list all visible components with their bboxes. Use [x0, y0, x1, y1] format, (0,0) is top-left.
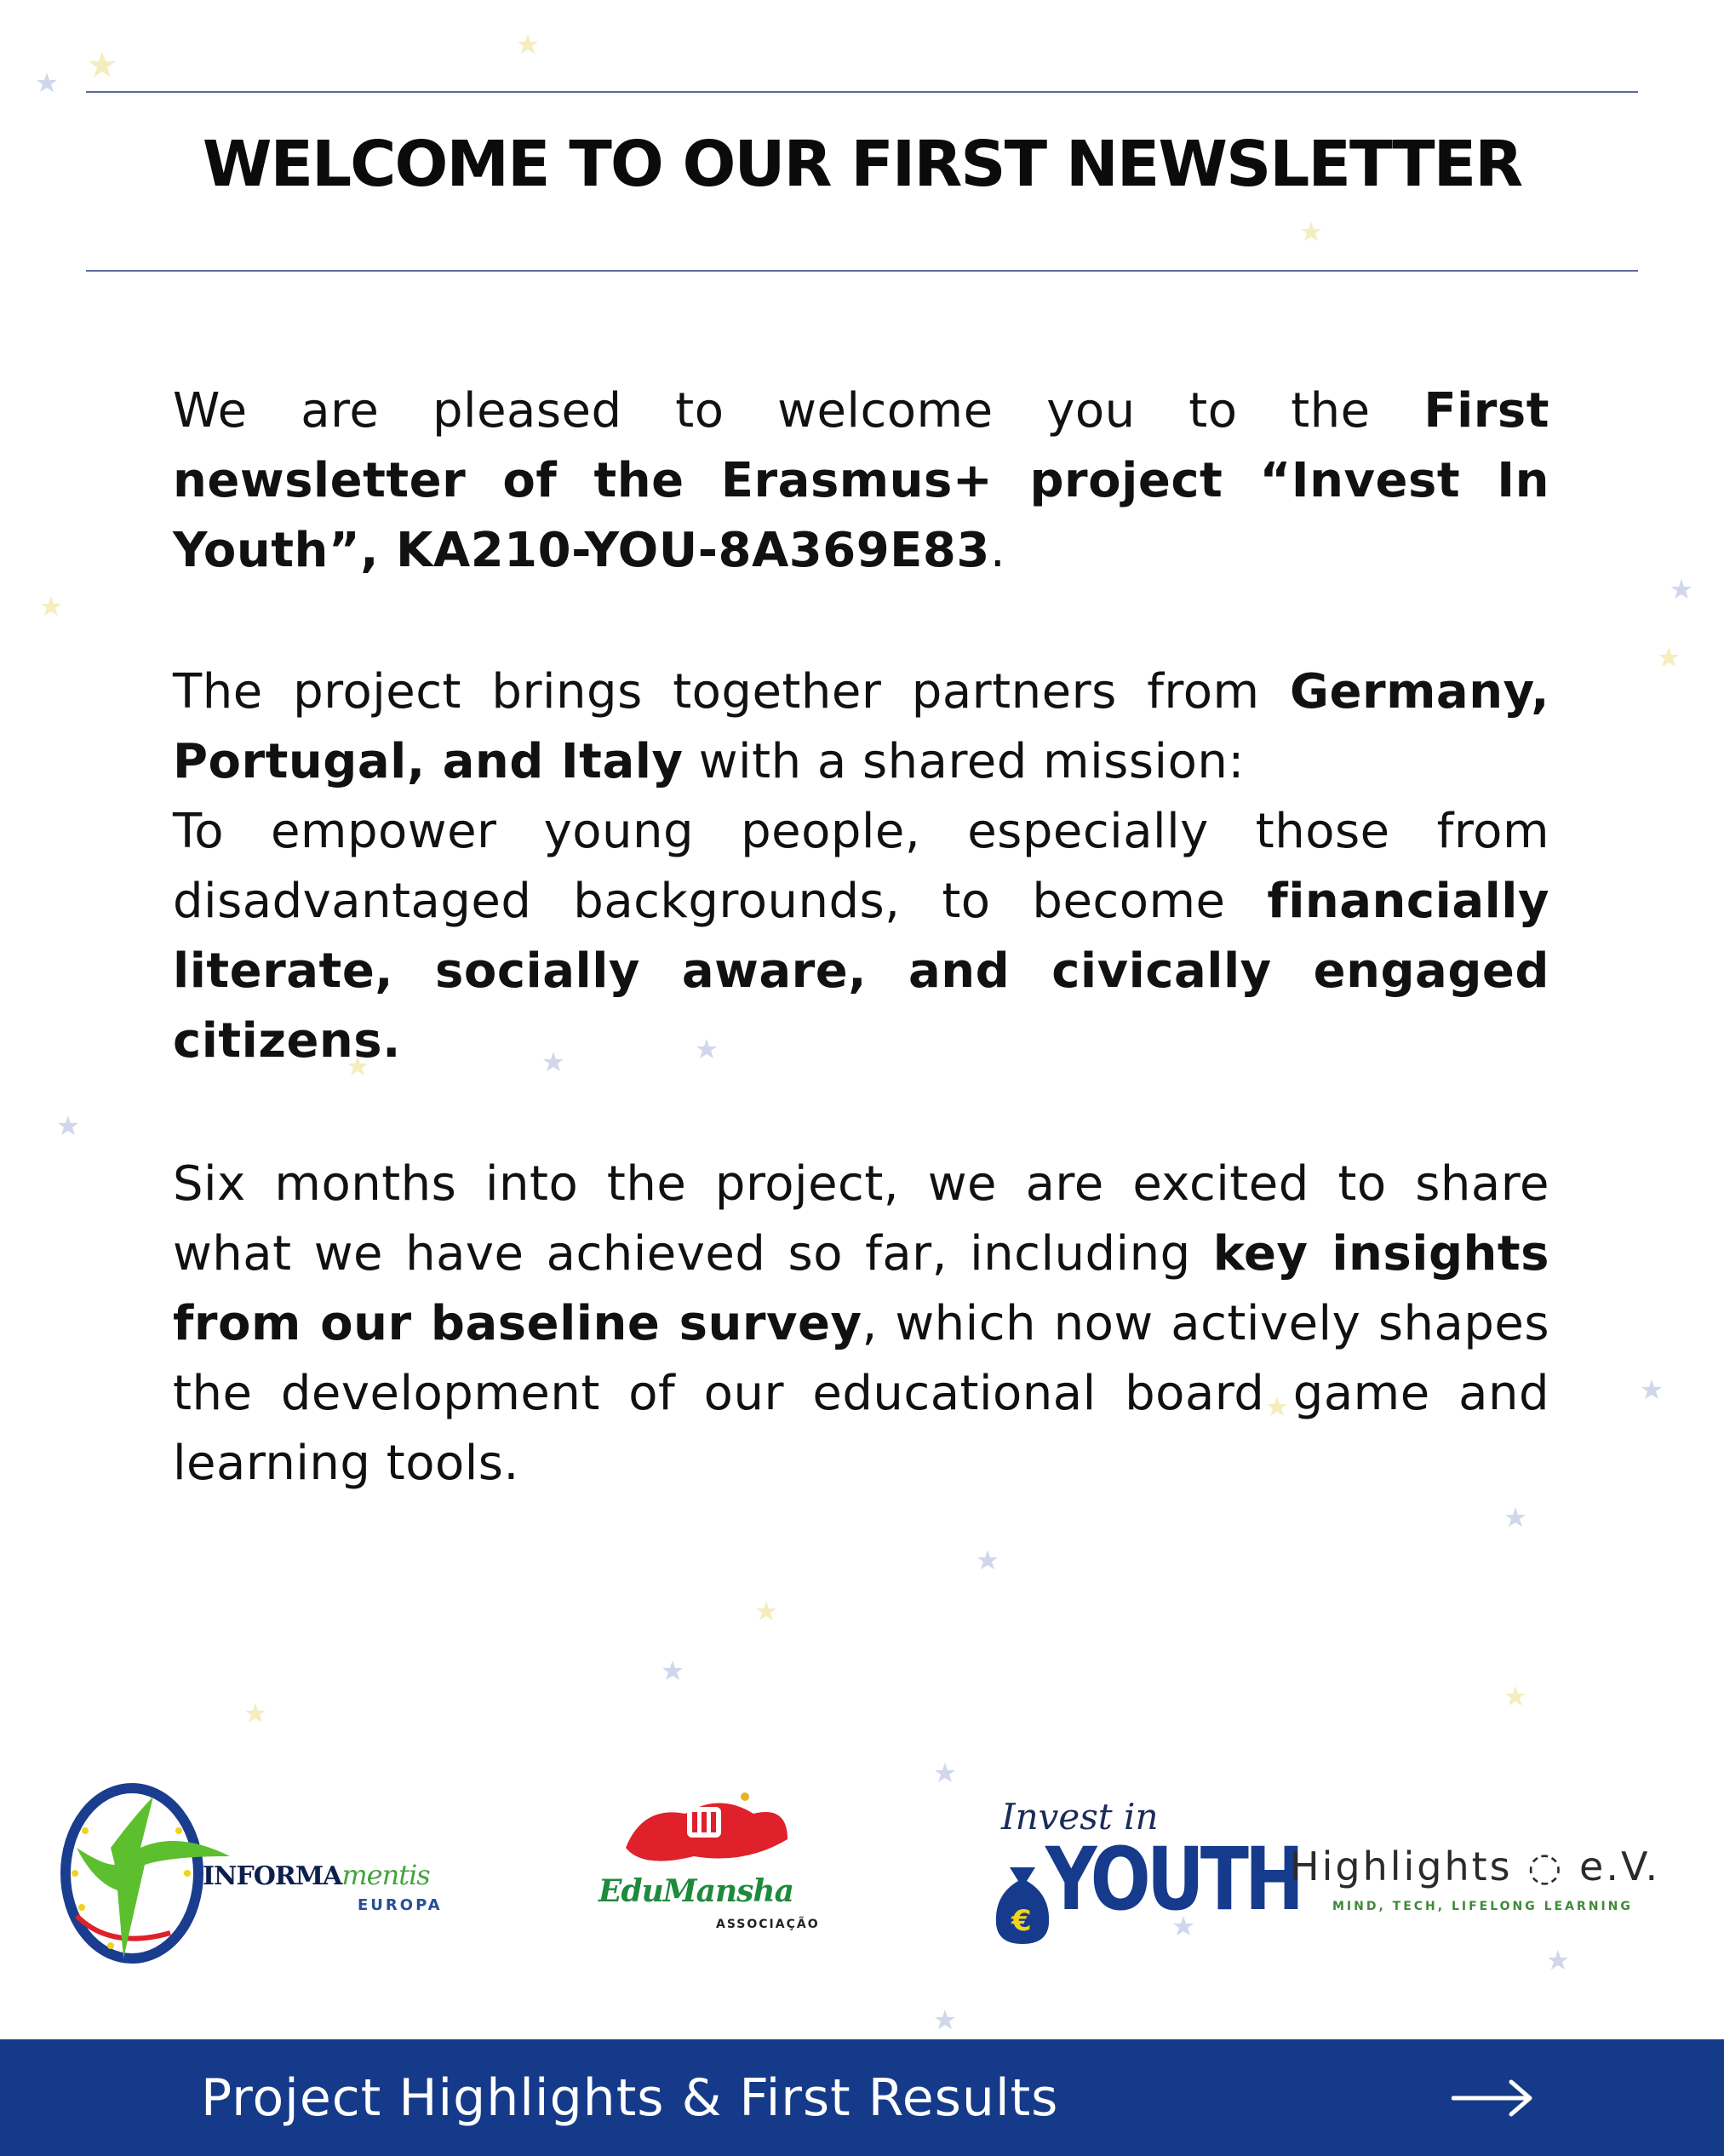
intro-paragraph-3: [173, 1150, 1549, 1499]
bottom-divider: [86, 270, 1638, 272]
informamentis-logo: [60, 1780, 460, 1967]
invest-in-script: Invest in: [1001, 1796, 1159, 1838]
informamentis-sub: EUROPA: [358, 1896, 443, 1914]
bold-run: Germany, Portugal, and Italy: [173, 664, 1549, 789]
invest-in-youth-logo: [988, 1796, 1301, 1950]
bold-run: key insights from our baseline survey: [173, 1226, 1549, 1351]
text-run: .: [989, 523, 1006, 578]
informamentis-name: [203, 1859, 430, 1891]
page-title: WELCOME TO OUR FIRST NEWSLETTER: [202, 128, 1522, 201]
footer-label[interactable]: Project Highlights & First Results: [201, 2068, 1059, 2128]
text-run: To empower young people, especially those from disadvantaged backgrounds, to become: [173, 804, 1549, 929]
edumansha-logo: [592, 1788, 847, 1950]
bold-run: financially literate, socially aware, and civically engaged citizens.: [173, 874, 1549, 1069]
edumansha-emblem-icon: [592, 1788, 847, 1882]
logo-text: INFORMA: [203, 1861, 342, 1891]
footer-bar[interactable]: [0, 2039, 1724, 2156]
intro-paragraph-2: [173, 657, 1549, 1076]
edumansha-name: [599, 1873, 793, 1909]
logo-text: Edu: [599, 1873, 663, 1909]
highlights-name: Highlights ◌ e.V.: [1290, 1843, 1661, 1889]
highlights-logo: [1290, 1843, 1681, 1920]
logo-text-green: Mansha: [662, 1873, 793, 1909]
highlights-tagline: MIND, TECH, LIFELONG LEARNING: [1332, 1900, 1633, 1913]
svg-text:€: €: [1011, 1904, 1032, 1938]
arrow-right-icon[interactable]: [1452, 2077, 1533, 2119]
text-run: with a shared mission:: [683, 734, 1245, 789]
top-divider: [86, 91, 1638, 93]
text-run: , which now actively shapes the development of our educational board game and learning tools.: [173, 1296, 1550, 1491]
money-bag-icon: [993, 1861, 1052, 1946]
text-run: Six months into the project, we are excited to share what we have achieved so far, including: [173, 1156, 1549, 1282]
edumansha-sub: ASSOCIAÇÃO: [716, 1918, 820, 1931]
logo-text-italic: mentis: [341, 1859, 430, 1891]
bold-run: First newsletter of the Erasmus+ project “Invest In Youth”, KA210-YOU-8A369E83: [173, 383, 1549, 578]
intro-paragraph-1: [173, 376, 1549, 586]
youth-wordmark: YOUTH: [1045, 1829, 1301, 1930]
text-run: The project brings together partners from: [173, 664, 1290, 720]
text-run: We are pleased to welcome you to the: [173, 383, 1424, 439]
